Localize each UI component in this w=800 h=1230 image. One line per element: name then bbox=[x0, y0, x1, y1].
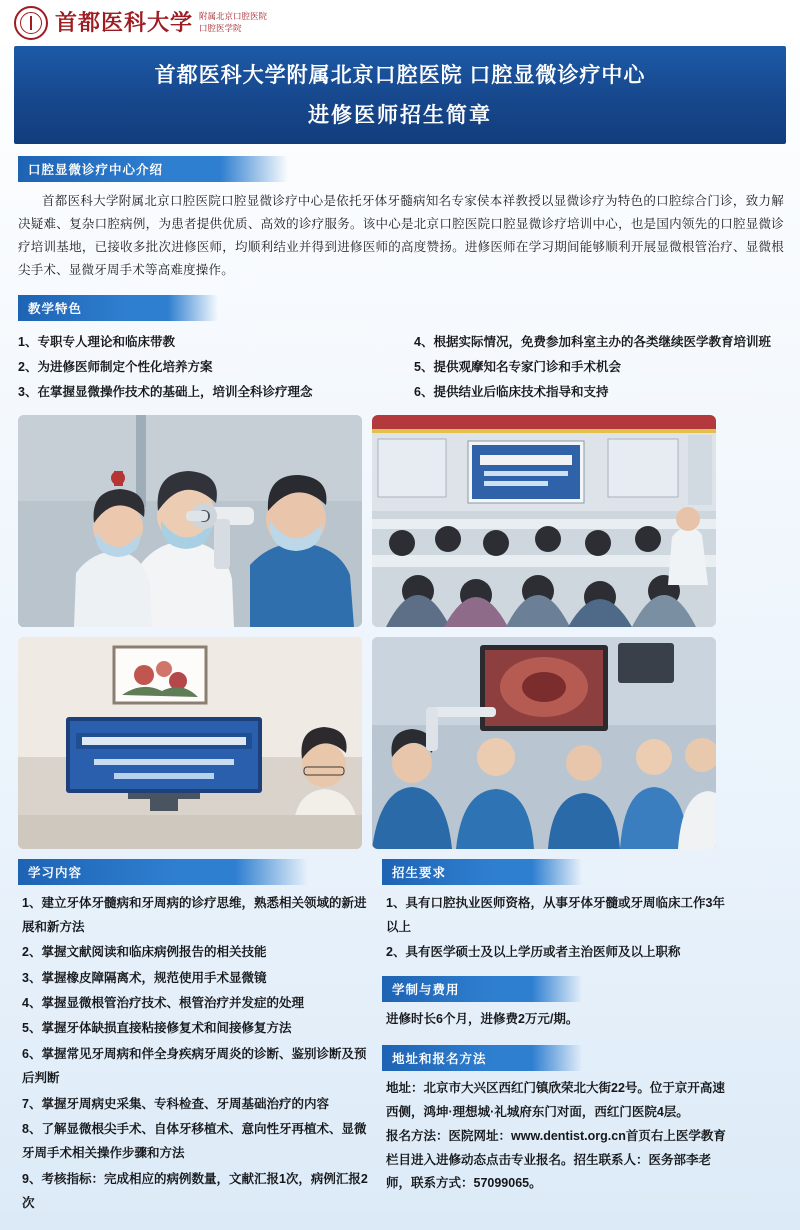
photo-case-presentation-image bbox=[18, 637, 362, 849]
section-head-study: 学习内容 bbox=[18, 859, 308, 885]
apply-label: 报名方法： bbox=[386, 1129, 449, 1143]
section-head-intro: 口腔显微诊疗中心介绍 bbox=[18, 156, 288, 182]
apply-line bbox=[386, 1125, 732, 1196]
features-column-left bbox=[18, 330, 388, 405]
features-columns bbox=[0, 321, 800, 409]
university-subname bbox=[199, 11, 267, 34]
study-item: 1、建立牙体牙髓病和牙周病的诊疗思维，熟悉相关领域的新进展和新方法 bbox=[22, 891, 368, 940]
address-line bbox=[386, 1077, 732, 1125]
address-value: 北京市大兴区西红门镇欣荣北大街22号。位于京开高速西侧，鸿坤·理想城·礼城府东门对面，西红门医院4层。 bbox=[386, 1081, 725, 1119]
study-item: 5、掌握牙体缺损直接粘接修复术和间接修复方法 bbox=[22, 1016, 368, 1040]
feature-item: 3、在掌握显微操作技术的基础上，培训全科诊疗理念 bbox=[18, 380, 388, 405]
requirement-item: 2、具有医学硕士及以上学历或者主治医师及以上职称 bbox=[386, 940, 732, 964]
study-item: 9、考核指标：完成相应的病例数量，文献汇报1次，病例汇报2次 bbox=[22, 1167, 368, 1216]
study-column bbox=[18, 859, 370, 1217]
lower-columns bbox=[0, 859, 800, 1230]
contact-block bbox=[382, 1071, 734, 1204]
feature-item: 1、专职专人理论和临床带教 bbox=[18, 330, 388, 355]
requirement-item: 1、具有口腔执业医师资格，从事牙体牙髓或牙周临床工作3年以上 bbox=[386, 891, 732, 940]
logo-bar bbox=[0, 0, 800, 46]
tuition-text: 进修时长6个月，进修费2万元/期。 bbox=[382, 1002, 734, 1040]
feature-item: 2、为进修医师制定个性化培养方案 bbox=[18, 355, 388, 380]
photo-grid bbox=[0, 409, 800, 859]
photo-microscope-training-image bbox=[18, 415, 362, 627]
intro-paragraph: 首都医科大学附属北京口腔医院口腔显微诊疗中心是依托牙体牙髓病知名专家侯本祥教授以显微诊疗为特色的口腔综合门诊，致力解决疑难、复杂口腔病例，为患者提供优质、高效的诊疗服务。该中心是北京口腔医院口腔显微诊疗培训中心，也是国内领先的口腔显微诊疗培训基地，已接收多批次进修医师，均顺利结业并得到进修医师的高度赞扬。进修医师在学习期间能够顺利开展显微根管治疗、显微根尖手术、显微牙周手术等高难度操作。 bbox=[18, 190, 784, 283]
university-subname-line1: 附属北京口腔医院 bbox=[199, 11, 267, 22]
university-seal-icon bbox=[14, 6, 48, 40]
feature-item: 5、提供观摩知名专家门诊和手术机会 bbox=[414, 355, 784, 380]
requirements-list bbox=[382, 885, 734, 965]
study-item: 2、掌握文献阅读和临床病例报告的相关技能 bbox=[22, 940, 368, 964]
photo-case-presentation bbox=[18, 637, 362, 849]
admission-column bbox=[382, 859, 734, 1217]
section-head-features: 教学特色 bbox=[18, 295, 218, 321]
study-item: 4、掌握显微根管治疗技术、根管治疗并发症的处理 bbox=[22, 991, 368, 1015]
photo-operating-room bbox=[372, 637, 716, 849]
study-item: 6、掌握常见牙周病和伴全身疾病牙周炎的诊断、鉴别诊断及预后判断 bbox=[22, 1042, 368, 1091]
section-head-tuition: 学制与费用 bbox=[382, 976, 582, 1002]
section-head-requirements: 招生要求 bbox=[382, 859, 582, 885]
title-line-1: 首都医科大学附属北京口腔医院 口腔显微诊疗中心 bbox=[24, 59, 776, 89]
university-subname-line2: 口腔医学院 bbox=[199, 23, 267, 34]
photo-lecture-hall bbox=[372, 415, 716, 627]
features-column-right bbox=[414, 330, 784, 405]
photo-microscope-training bbox=[18, 415, 362, 627]
title-banner bbox=[14, 46, 786, 144]
university-name: 首都医科大学 bbox=[55, 12, 193, 34]
study-item: 8、了解显微根尖手术、自体牙移植术、意向性牙再植术、显微牙周手术相关操作步骤和方法 bbox=[22, 1117, 368, 1166]
study-list bbox=[18, 885, 370, 1216]
study-item: 7、掌握牙周病史采集、专科检查、牙周基础治疗的内容 bbox=[22, 1092, 368, 1116]
photo-operating-room-image bbox=[372, 637, 716, 849]
address-label: 地址： bbox=[386, 1081, 424, 1095]
apply-value: 医院网址：www.dentist.org.cn首页右上医学教育栏目进入进修动态点击专业报名。招生联系人：医务部李老师，联系方式：57099065。 bbox=[386, 1129, 726, 1191]
section-head-contact: 地址和报名方法 bbox=[382, 1045, 582, 1071]
feature-item: 4、根据实际情况，免费参加科室主办的各类继续医学教育培训班 bbox=[414, 330, 784, 355]
intro-body bbox=[0, 182, 800, 285]
title-line-2: 进修医师招生简章 bbox=[24, 99, 776, 129]
photo-lecture-hall-image bbox=[372, 415, 716, 627]
feature-item: 6、提供结业后临床技术指导和支持 bbox=[414, 380, 784, 405]
study-item: 3、掌握橡皮障隔离术，规范使用手术显微镜 bbox=[22, 966, 368, 990]
